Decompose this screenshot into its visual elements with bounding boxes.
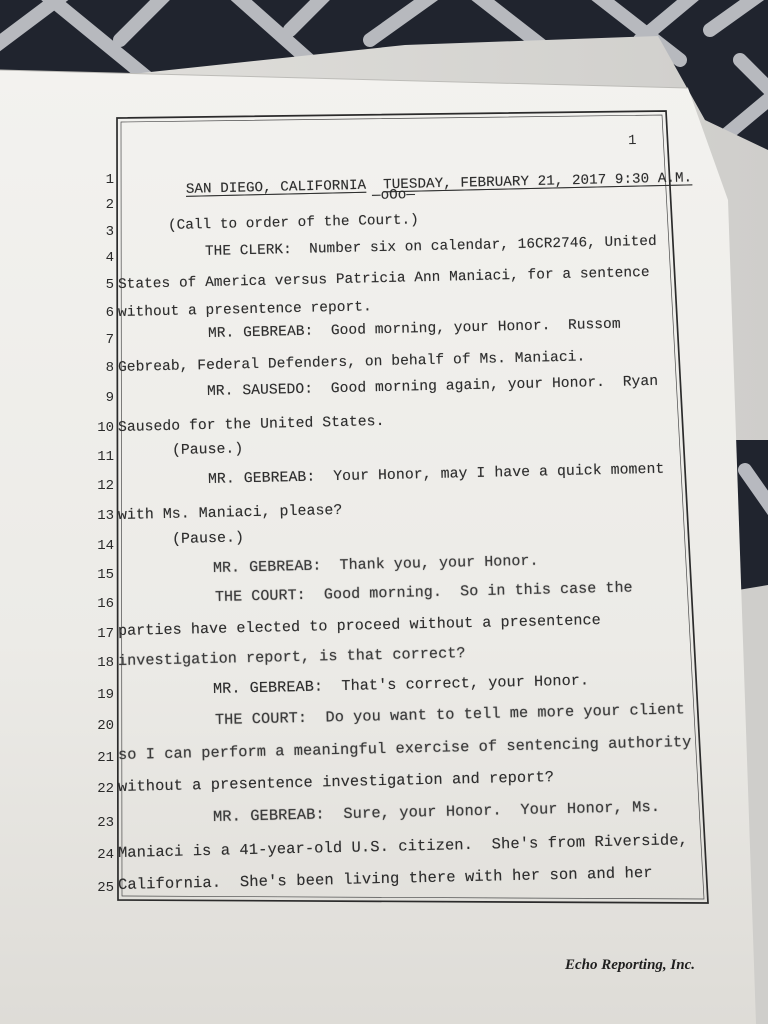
transcript-line: Maniaci is a 41-year-old U.S. citizen. She's from Riverside, (117, 831, 689, 862)
line-number: 21 (97, 750, 114, 766)
line-number: 19 (97, 687, 114, 703)
transcript-line: States of America versus Patricia Ann Maniaci, for a sentence (117, 264, 650, 293)
transcript-line: THE CLERK: Number six on calendar, 16CR2746, United (204, 233, 657, 260)
page-number: 1 (627, 132, 637, 150)
line-number: 5 (105, 277, 114, 293)
transcript-line: MR. GEBREAB: Good morning, your Honor. Russom (207, 316, 621, 342)
transcript-line: MR. GEBREAB: Sure, your Honor. Your Honor, Ms. (212, 797, 661, 826)
line-number: 18 (97, 655, 114, 671)
transcript-line: with Ms. Maniaci, please? (117, 502, 343, 524)
line-number: 2 (105, 197, 114, 213)
line-number: 24 (97, 847, 114, 863)
line-number: 22 (97, 781, 114, 797)
transcript-line: Sausedo for the United States. (117, 413, 385, 436)
transcript-line: California. She's been living there with her son and her (117, 863, 653, 894)
transcript-line: MR. GEBREAB: Thank you, your Honor. (212, 553, 539, 577)
header-datetime: TUESDAY, FEBRUARY 21, 2017 9:30 A.M. (382, 170, 693, 194)
transcript-line: MR. SAUSEDO: Good morning again, your Honor. Ryan (206, 373, 659, 400)
line-number: 1 (105, 172, 114, 188)
line-number: 25 (97, 880, 114, 896)
transcript-line: so I can perform a meaningful exercise of sentencing authority (117, 732, 692, 764)
line-number: 20 (97, 718, 114, 734)
line-number: 6 (105, 305, 114, 321)
line-number: 15 (97, 567, 114, 583)
transcript-line: (Pause.) (171, 441, 244, 459)
transcript-line: parties have elected to proceed without a presentence (117, 611, 601, 640)
line-number: 17 (97, 626, 114, 642)
transcript-line: MR. GEBREAB: That's correct, your Honor. (212, 671, 590, 698)
line-number: 10 (97, 420, 114, 436)
line-number: 16 (97, 596, 114, 612)
line-number: 13 (97, 508, 114, 524)
transcript-line: (Call to order of the Court.) (167, 212, 420, 234)
transcript-line: without a presentence investigation and report? (117, 768, 555, 796)
transcript-line: investigation report, is that correct? (117, 644, 466, 670)
line-number: 9 (105, 390, 114, 406)
header-location: SAN DIEGO, CALIFORNIA (185, 177, 367, 198)
line-number: 3 (105, 224, 114, 240)
transcript-line: MR. GEBREAB: Your Honor, may I have a quick moment (207, 461, 665, 488)
transcript-line: (Pause.) (171, 530, 245, 548)
line-number: 12 (97, 478, 114, 494)
transcript-line: without a presentence report. (117, 299, 373, 321)
transcript-line: Gebreab, Federal Defenders, on behalf of Ms. Maniaci. (117, 349, 586, 376)
transcript-line: THE COURT: Do you want to tell me more your client (214, 700, 686, 729)
footer-reporter-name: Echo Reporting, Inc. (565, 957, 696, 973)
line-number: 14 (97, 538, 114, 554)
transcript-line: THE COURT: Good morning. So in this case the (214, 580, 633, 606)
line-number: 11 (97, 449, 114, 465)
section-separator: —oOo— (371, 187, 416, 204)
line-number: 7 (105, 332, 114, 348)
line-number: 8 (105, 360, 114, 376)
line-number: 4 (105, 250, 114, 266)
line-number: 23 (97, 815, 114, 831)
